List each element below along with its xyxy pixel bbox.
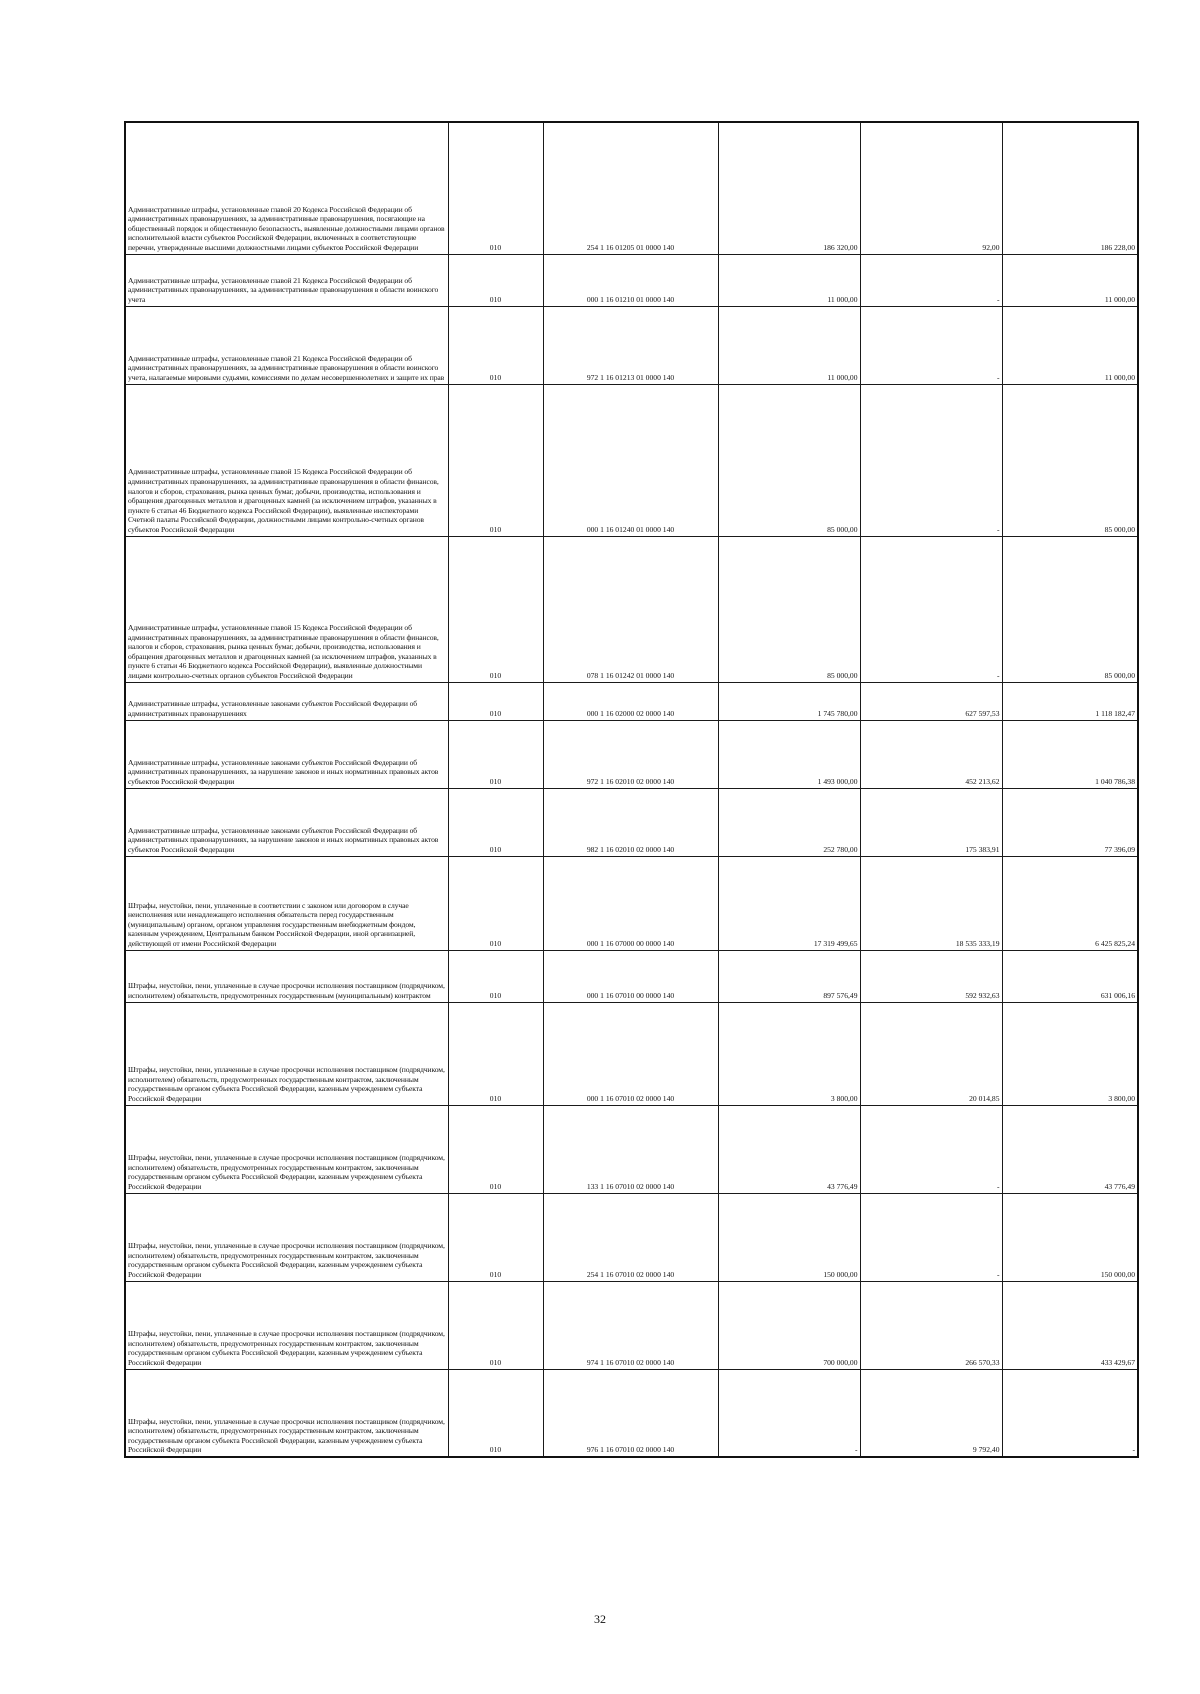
budget-classification-code: 078 1 16 01242 01 0000 140 bbox=[543, 536, 718, 682]
line-code: 010 bbox=[448, 1193, 543, 1281]
table-row bbox=[125, 1002, 1138, 1105]
line-code: 010 bbox=[448, 788, 543, 856]
unexecuted-amount: 433 429,67 bbox=[1002, 1281, 1138, 1369]
page-number: 32 bbox=[594, 1612, 606, 1626]
unexecuted-amount: 1 118 182,47 bbox=[1002, 682, 1138, 720]
line-code: 010 bbox=[448, 306, 543, 384]
unexecuted-amount: 43 776,49 bbox=[1002, 1105, 1138, 1193]
budget-classification-code: 254 1 16 01205 01 0000 140 bbox=[543, 122, 718, 254]
executed-amount: 175 383,91 bbox=[860, 788, 1002, 856]
table-row bbox=[125, 306, 1138, 384]
unexecuted-amount: 1 040 786,38 bbox=[1002, 720, 1138, 788]
indicator-name: Административные штрафы, установленные главой 21 Кодекса Российской Федерации об административных правонарушениях, за административные правонарушения в области воинского учета bbox=[125, 254, 448, 306]
line-code: 010 bbox=[448, 950, 543, 1002]
table-row bbox=[125, 536, 1138, 682]
executed-amount: - bbox=[860, 306, 1002, 384]
table-row bbox=[125, 1105, 1138, 1193]
table-row bbox=[125, 1281, 1138, 1369]
line-code: 010 bbox=[448, 856, 543, 950]
approved-plan: 17 319 499,65 bbox=[718, 856, 860, 950]
budget-classification-code: 133 1 16 07010 02 0000 140 bbox=[543, 1105, 718, 1193]
unexecuted-amount: 11 000,00 bbox=[1002, 306, 1138, 384]
line-code: 010 bbox=[448, 536, 543, 682]
indicator-name: Штрафы, неустойки, пени, уплаченные в случае просрочки исполнения поставщиком (подрядчиком, исполнителем) обязательств, предусмотренных государственным контрактом, заключенным государственным органом субъекта Российской Федерации, казенным учреждением субъекта Российской Федерации bbox=[125, 1281, 448, 1369]
executed-amount: 452 213,62 bbox=[860, 720, 1002, 788]
budget-classification-code: 000 1 16 07000 00 0000 140 bbox=[543, 856, 718, 950]
indicator-name: Административные штрафы, установленные законами субъектов Российской Федерации об административных правонарушениях, за нарушение законов и иных нормативных правовых актов субъектов Российской Федерации bbox=[125, 720, 448, 788]
budget-classification-code: 972 1 16 01213 01 0000 140 bbox=[543, 306, 718, 384]
executed-amount: 9 792,40 bbox=[860, 1369, 1002, 1457]
indicator-name: Административные штрафы, установленные законами субъектов Российской Федерации об административных правонарушениях, за нарушение законов и иных нормативных правовых актов субъектов Российской Федерации bbox=[125, 788, 448, 856]
approved-plan: 1 493 000,00 bbox=[718, 720, 860, 788]
indicator-name: Штрафы, неустойки, пени, уплаченные в случае просрочки исполнения поставщиком (подрядчиком, исполнителем) обязательств, предусмотренных государственным (муниципальным) контрактом bbox=[125, 950, 448, 1002]
table-row bbox=[125, 856, 1138, 950]
line-code: 010 bbox=[448, 720, 543, 788]
approved-plan: 85 000,00 bbox=[718, 384, 860, 536]
table-row bbox=[125, 950, 1138, 1002]
indicator-name: Штрафы, неустойки, пени, уплаченные в случае просрочки исполнения поставщиком (подрядчиком, исполнителем) обязательств, предусмотренных государственным контрактом, заключенным государственным органом субъекта Российской Федерации, казенным учреждением субъекта Российской Федерации bbox=[125, 1369, 448, 1457]
line-code: 010 bbox=[448, 1369, 543, 1457]
indicator-name: Административные штрафы, установленные главой 15 Кодекса Российской Федерации об административных правонарушениях, за административные правонарушения в области финансов, налогов и сборов, страхования, рынка ценных бумаг, добычи, производства, использования и обращения драгоценных металлов и драгоценных камней (за исключением штрафов, указанных в пункте 6 статьи 46 Бюджетного кодекса Российской Федерации), выявленные должностными лицами контрольно-счетных органов субъектов Российской Федерации bbox=[125, 536, 448, 682]
table-row bbox=[125, 1193, 1138, 1281]
table-row bbox=[125, 384, 1138, 536]
approved-plan: 1 745 780,00 bbox=[718, 682, 860, 720]
table-row bbox=[125, 788, 1138, 856]
line-code: 010 bbox=[448, 1002, 543, 1105]
table-row bbox=[125, 254, 1138, 306]
unexecuted-amount: 6 425 825,24 bbox=[1002, 856, 1138, 950]
indicator-name: Штрафы, неустойки, пени, уплаченные в случае просрочки исполнения поставщиком (подрядчиком, исполнителем) обязательств, предусмотренных государственным контрактом, заключенным государственным органом субъекта Российской Федерации, казенным учреждением субъекта Российской Федерации bbox=[125, 1105, 448, 1193]
indicator-name: Административные штрафы, установленные главой 15 Кодекса Российской Федерации об административных правонарушениях, за административные правонарушения в области финансов, налогов и сборов, страхования, рынка ценных бумаг, добычи, производства, использования и обращения драгоценных металлов и драгоценных камней (за исключением штрафов, указанных в пункте 6 статьи 46 Бюджетного кодекса Российской Федерации), выявленные инспекторами Счетной палаты Российской Федерации, должностными лицами контрольно-счетных органов субъектов Российской Федерации bbox=[125, 384, 448, 536]
approved-plan: 11 000,00 bbox=[718, 306, 860, 384]
budget-classification-code: 000 1 16 01210 01 0000 140 bbox=[543, 254, 718, 306]
budget-classification-code: 982 1 16 02010 02 0000 140 bbox=[543, 788, 718, 856]
indicator-name: Административные штрафы, установленные законами субъектов Российской Федерации об административных правонарушениях bbox=[125, 682, 448, 720]
approved-plan: 11 000,00 bbox=[718, 254, 860, 306]
budget-classification-code: 972 1 16 02010 02 0000 140 bbox=[543, 720, 718, 788]
executed-amount: 592 932,63 bbox=[860, 950, 1002, 1002]
approved-plan: 43 776,49 bbox=[718, 1105, 860, 1193]
table-row bbox=[125, 682, 1138, 720]
approved-plan: - bbox=[718, 1369, 860, 1457]
executed-amount: 627 597,53 bbox=[860, 682, 1002, 720]
unexecuted-amount: 3 800,00 bbox=[1002, 1002, 1138, 1105]
table-row bbox=[125, 720, 1138, 788]
indicator-name: Административные штрафы, установленные главой 20 Кодекса Российской Федерации об административных правонарушениях, за административные правонарушения, посягающие на общественный порядок и общественную безопасность, выявленные должностными лицами органов исполнительной власти субъектов Российской Федерации, включенных в соответствующие перечни, утвержденные высшими должностными лицами субъектов Российской Федерации bbox=[125, 122, 448, 254]
budget-classification-code: 254 1 16 07010 02 0000 140 bbox=[543, 1193, 718, 1281]
line-code: 010 bbox=[448, 1105, 543, 1193]
executed-amount: 92,00 bbox=[860, 122, 1002, 254]
unexecuted-amount: 85 000,00 bbox=[1002, 536, 1138, 682]
approved-plan: 3 800,00 bbox=[718, 1002, 860, 1105]
budget-classification-code: 000 1 16 07010 00 0000 140 bbox=[543, 950, 718, 1002]
line-code: 010 bbox=[448, 384, 543, 536]
indicator-name: Штрафы, неустойки, пени, уплаченные в соответствии с законом или договором в случае неисполнения или ненадлежащего исполнения обязательств перед государственным (муниципальным) органом, органом управления государственным внебюджетным фондом, казенным учреждением, Центральным банком Российской Федерации, иной организацией, действующей от имени Российской Федерации bbox=[125, 856, 448, 950]
unexecuted-amount: 186 228,00 bbox=[1002, 122, 1138, 254]
unexecuted-amount: 77 396,09 bbox=[1002, 788, 1138, 856]
approved-plan: 897 576,49 bbox=[718, 950, 860, 1002]
approved-plan: 150 000,00 bbox=[718, 1193, 860, 1281]
revenue-table bbox=[124, 121, 1139, 1458]
budget-classification-code: 000 1 16 07010 02 0000 140 bbox=[543, 1002, 718, 1105]
indicator-name: Административные штрафы, установленные главой 21 Кодекса Российской Федерации об административных правонарушениях, за административные правонарушения в области воинского учета, налагаемые мировыми судьями, комиссиями по делам несовершеннолетних и защите их прав bbox=[125, 306, 448, 384]
line-code: 010 bbox=[448, 1281, 543, 1369]
executed-amount: - bbox=[860, 536, 1002, 682]
executed-amount: 266 570,33 bbox=[860, 1281, 1002, 1369]
executed-amount: - bbox=[860, 254, 1002, 306]
table-row bbox=[125, 122, 1138, 254]
unexecuted-amount: - bbox=[1002, 1369, 1138, 1457]
executed-amount: - bbox=[860, 384, 1002, 536]
executed-amount: - bbox=[860, 1105, 1002, 1193]
approved-plan: 700 000,00 bbox=[718, 1281, 860, 1369]
line-code: 010 bbox=[448, 682, 543, 720]
line-code: 010 bbox=[448, 122, 543, 254]
budget-classification-code: 000 1 16 02000 02 0000 140 bbox=[543, 682, 718, 720]
budget-classification-code: 976 1 16 07010 02 0000 140 bbox=[543, 1369, 718, 1457]
indicator-name: Штрафы, неустойки, пени, уплаченные в случае просрочки исполнения поставщиком (подрядчиком, исполнителем) обязательств, предусмотренных государственным контрактом, заключенным государственным органом субъекта Российской Федерации, казенным учреждением субъекта Российской Федерации bbox=[125, 1002, 448, 1105]
unexecuted-amount: 85 000,00 bbox=[1002, 384, 1138, 536]
table-row bbox=[125, 1369, 1138, 1457]
budget-classification-code: 974 1 16 07010 02 0000 140 bbox=[543, 1281, 718, 1369]
approved-plan: 186 320,00 bbox=[718, 122, 860, 254]
executed-amount: - bbox=[860, 1193, 1002, 1281]
budget-classification-code: 000 1 16 01240 01 0000 140 bbox=[543, 384, 718, 536]
executed-amount: 18 535 333,19 bbox=[860, 856, 1002, 950]
unexecuted-amount: 11 000,00 bbox=[1002, 254, 1138, 306]
unexecuted-amount: 631 006,16 bbox=[1002, 950, 1138, 1002]
line-code: 010 bbox=[448, 254, 543, 306]
executed-amount: 20 014,85 bbox=[860, 1002, 1002, 1105]
indicator-name: Штрафы, неустойки, пени, уплаченные в случае просрочки исполнения поставщиком (подрядчиком, исполнителем) обязательств, предусмотренных государственным контрактом, заключенным государственным органом субъекта Российской Федерации, казенным учреждением субъекта Российской Федерации bbox=[125, 1193, 448, 1281]
approved-plan: 85 000,00 bbox=[718, 536, 860, 682]
unexecuted-amount: 150 000,00 bbox=[1002, 1193, 1138, 1281]
approved-plan: 252 780,00 bbox=[718, 788, 860, 856]
